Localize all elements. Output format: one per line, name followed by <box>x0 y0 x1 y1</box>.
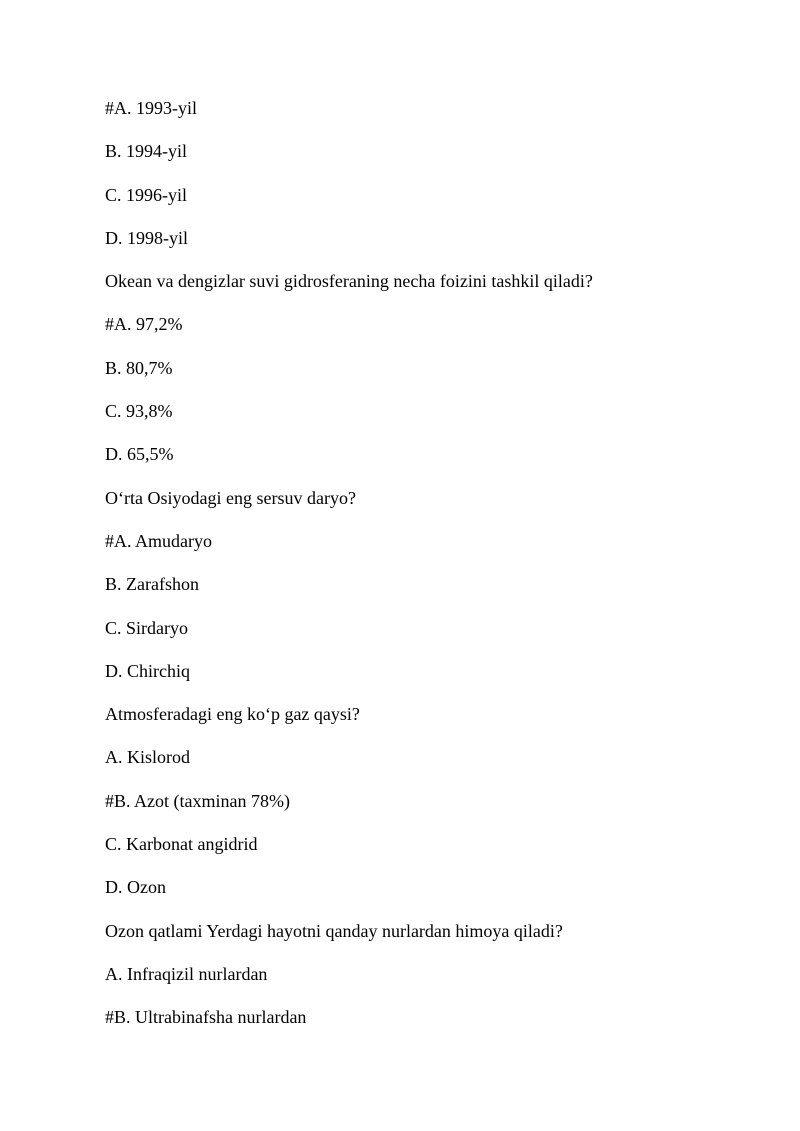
question-text: Atmosferadagi eng ko‘p gaz qaysi? <box>105 704 360 725</box>
answer-option: C. Karbonat angidrid <box>105 834 258 855</box>
answer-option: #A. Amudaryo <box>105 530 212 551</box>
question-text: Okean va dengizlar suvi gidrosferaning necha foizini tashkil qiladi? <box>105 271 593 292</box>
answer-option: #A. 1993-yil <box>105 98 197 118</box>
answer-option: D. Chirchiq <box>105 660 190 681</box>
answer-option: B. Zarafshon <box>105 574 199 595</box>
question-text: Ozon qatlami Yerdagi hayotni qanday nurlardan himoya qiladi? <box>105 920 563 941</box>
answer-option: #B. Ultrabinafsha nurlardan <box>105 1007 307 1028</box>
answer-option: B. 1994-yil <box>105 141 188 162</box>
answer-option: A. Kislorod <box>105 747 190 768</box>
answer-option: B. 80,7% <box>105 357 173 378</box>
answer-option: D. 1998-yil <box>105 227 188 248</box>
answer-option: C. 1996-yil <box>105 184 188 205</box>
question-text: O‘rta Osiyodagi eng sersuv daryo? <box>105 487 356 508</box>
answer-option: C. 93,8% <box>105 401 173 422</box>
answer-option: D. 65,5% <box>105 444 174 465</box>
answer-option: #A. 97,2% <box>105 314 183 335</box>
answer-option: C. Sirdaryo <box>105 617 188 638</box>
quiz-content <box>105 97 725 1050</box>
answer-option: D. Ozon <box>105 877 166 898</box>
answer-option: #B. Azot (taxminan 78%) <box>105 790 290 811</box>
answer-option: A. Infraqizil nurlardan <box>105 963 268 984</box>
